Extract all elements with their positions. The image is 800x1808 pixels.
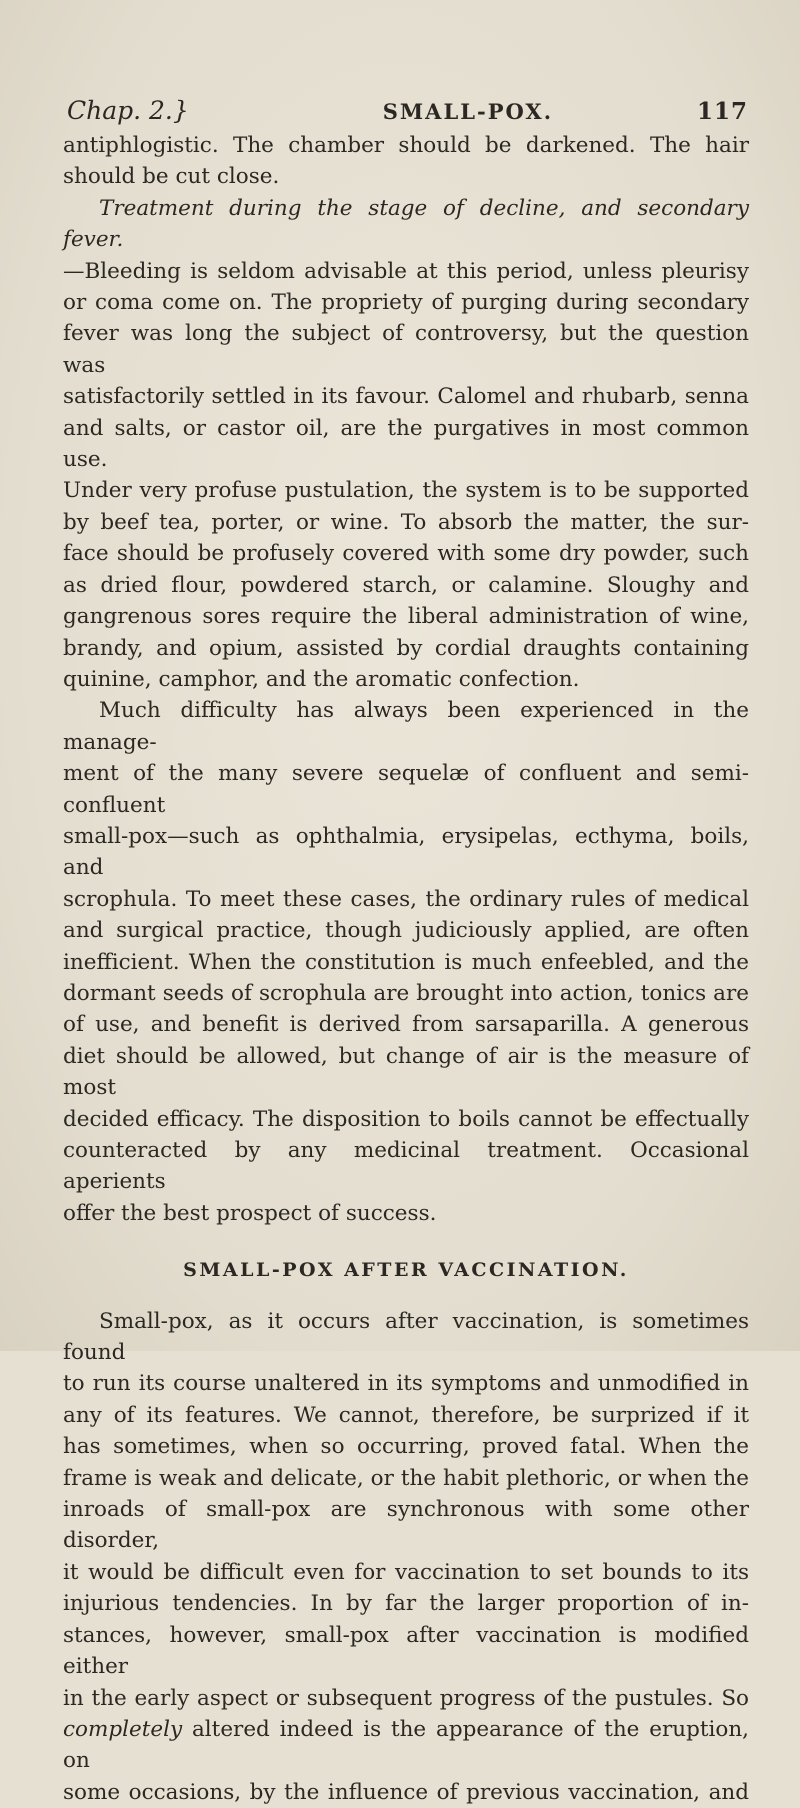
text-line: Much difficulty has always been experienced in the manage- [63, 698, 749, 755]
text-line: and salts, or castor oil, are the purgatives in most common use. [63, 415, 749, 473]
text-line: satisfactorily settled in its favour. Calomel and rhubarb, senna [63, 384, 749, 410]
text-line: has sometimes, when so occurring, proved fatal. When the [63, 1434, 749, 1460]
text-line: to run its course unaltered in its symptoms and unmodified in [63, 1371, 749, 1397]
text-line: small-pox—such as ophthalmia, erysipelas, ecthyma, boils, and [63, 823, 749, 881]
text-line: by beef tea, porter, or wine. To absorb the matter, the sur- [63, 509, 749, 535]
text-fragment: altered indeed is the appearance of the eruption, on [63, 1716, 750, 1774]
text-line: and surgical practice, though judiciously applied, are often [63, 918, 749, 944]
text-line: dormant seeds of scrophula are brought into action, tonics are [63, 980, 749, 1006]
text-line: scrophula. To meet these cases, the ordinary rules of medical [63, 886, 749, 912]
text-line: quinine, camphor, and the aromatic confection. [63, 666, 580, 692]
text-line: or coma come on. The propriety of purging during secondary [63, 290, 749, 316]
text-line: in the early aspect or subsequent progress of the pustules. So [63, 1685, 749, 1711]
text-line [63, 1714, 749, 1777]
text-line: inefficient. When the constitution is much enfeebled, and the [63, 949, 749, 975]
text-line: any of its features. We cannot, therefore, be surprized if it [63, 1402, 749, 1428]
text-line: diet should be allowed, but change of air is the measure of most [63, 1043, 749, 1101]
text-line: should be cut close. [63, 164, 280, 190]
text-line: Under very profuse pustulation, the system is to be supported [63, 478, 749, 504]
text-line: as dried flour, powdered starch, or calamine. Sloughy and [63, 572, 749, 598]
text-line: some occasions, by the influence of previous vaccination, and [63, 1779, 749, 1805]
italic-word: completely [63, 1716, 183, 1742]
text-line: face should be profusely covered with some dry powder, such [63, 541, 749, 567]
running-title: SMALL-POX. [382, 99, 554, 124]
text-line: gangrenous sores require the liberal administration of wine, [63, 604, 749, 630]
treatment-heading-text: Treatment during the stage of decline, and secondary fever. [63, 195, 749, 253]
text-line: injurious tendencies. In by far the larger proportion of in- [63, 1591, 749, 1617]
page-number: 117 [696, 98, 748, 125]
text-line: stances, however, small-pox after vaccination is modified either [63, 1622, 749, 1680]
text-line: frame is weak and delicate, or the habit plethoric, or when the [63, 1465, 749, 1491]
text-line: counteracted by any medicinal treatment. Occasional aperients [63, 1138, 749, 1195]
text-line: inroads of small-pox are synchronous with some other disorder, [63, 1497, 749, 1554]
text-line: fever was long the subject of controversy, but the question was [63, 321, 749, 378]
text-line: ment of the many severe sequelæ of confluent and semi-confluent [63, 761, 749, 818]
text-line: brandy, and opium, assisted by cordial draughts containing [63, 635, 749, 661]
text-line: —Bleeding is seldom advisable at this period, unless pleurisy [63, 258, 749, 284]
text-line: offer the best prospect of success. [63, 1200, 437, 1226]
text-line: Small-pox, as it occurs after vaccination, is sometimes found [63, 1308, 749, 1366]
text-line: it would be difficult even for vaccination to set bounds to its [63, 1559, 749, 1585]
text-line: decided efficacy. The disposition to boils cannot be effectually [63, 1106, 749, 1132]
text-line: antiphlogistic. The chamber should be darkened. The hair [63, 133, 749, 158]
page-body [63, 130, 749, 1808]
section-heading: SMALL-POX AFTER VACCINATION. [183, 1259, 629, 1282]
running-header [67, 96, 748, 125]
text-line: of use, and benefit is derived from sarsaparilla. A generous [63, 1012, 749, 1038]
chapter-label: Chap. 2.} [67, 96, 189, 125]
treatment-heading [63, 193, 749, 256]
